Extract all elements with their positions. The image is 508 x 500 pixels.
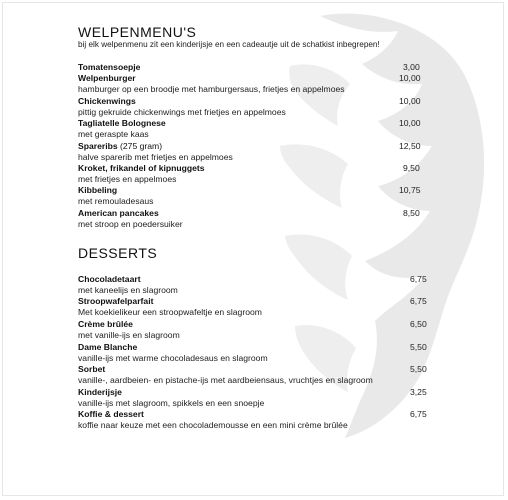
item-price: 6,75 — [410, 296, 427, 306]
item-name: Kroket, frikandel of kipnuggets — [78, 163, 205, 173]
item-price: 10,00 — [399, 73, 421, 83]
item-description: koffie naar keuze met een chocolademousse en een mini crème brûlée — [78, 420, 348, 430]
item-description: Met koekielikeur een stroopwafeltje en slagroom — [78, 307, 262, 317]
item-name: Tomatensoepje — [78, 62, 141, 72]
menu-item — [78, 319, 428, 341]
menu-item — [78, 364, 428, 386]
item-description: met frietjes en appelmoes — [78, 174, 177, 184]
item-price: 9,50 — [403, 163, 420, 173]
item-description: met remouladesaus — [78, 196, 154, 206]
item-name: Kibbeling — [78, 185, 118, 195]
menu-item — [78, 409, 428, 431]
item-price: 3,00 — [403, 62, 420, 72]
item-price: 6,50 — [410, 319, 427, 329]
item-price: 10,75 — [399, 185, 421, 195]
menu-item — [78, 73, 428, 95]
item-name: Sorbet — [78, 364, 106, 374]
item-price: 12,50 — [399, 141, 421, 151]
item-description: met kaneelijs en slagroom — [78, 285, 178, 295]
item-price: 5,50 — [410, 342, 427, 352]
menu-item — [78, 274, 428, 296]
item-name — [78, 141, 428, 152]
item-description: met geraspte kaas — [78, 129, 149, 139]
item-price: 10,00 — [399, 118, 421, 128]
menu-item — [78, 141, 428, 163]
menu-item — [78, 387, 428, 409]
item-name: Kinderijsje — [78, 387, 122, 397]
item-description: hamburger op een broodje met hamburgersaus, frietjes en appelmoes — [78, 84, 345, 94]
item-price: 5,50 — [410, 364, 427, 374]
item-name: Chickenwings — [78, 96, 136, 106]
menu-item — [78, 208, 428, 230]
menu-item — [78, 185, 428, 207]
item-name: Welpenburger — [78, 73, 136, 83]
item-name: Dame Blanche — [78, 342, 138, 352]
menu-item — [78, 118, 428, 140]
item-name: Crème brûlée — [78, 319, 133, 329]
menu-item — [78, 62, 428, 73]
item-description: vanille-ijs met slagroom, spikkels en een snoepje — [78, 398, 265, 408]
item-name: Koffie & dessert — [78, 409, 144, 419]
item-name-main: Spareribs — [78, 141, 118, 151]
item-price: 6,75 — [410, 274, 427, 284]
menu-item — [78, 163, 428, 185]
item-description: vanille-ijs met warme chocoladesaus en slagroom — [78, 353, 268, 363]
item-price: 6,75 — [410, 409, 427, 419]
item-description: pittig gekruide chickenwings met frietjes en appelmoes — [78, 107, 286, 117]
item-description: vanille-, aardbeien- en pistache-ijs met aardbeiensaus, vruchtjes en slagroom — [78, 375, 373, 385]
item-description: halve sparerib met frietjes en appelmoes — [78, 152, 233, 162]
item-name-weight: (275 gram) — [117, 141, 163, 151]
desserts-title: DESSERTS — [78, 245, 158, 261]
item-name: American pancakes — [78, 208, 159, 218]
item-name: Tagliatelle Bolognese — [78, 118, 166, 128]
item-price: 8,50 — [403, 208, 420, 218]
welpenmenu-title: WELPENMENU'S — [78, 24, 197, 40]
item-description: met stroop en poedersuiker — [78, 219, 183, 229]
item-name: Chocoladetaart — [78, 274, 141, 284]
item-price: 10,00 — [399, 96, 421, 106]
welpenmenu-tagline: bij elk welpenmenu zit een kinderijsje en een cadeautje uit de schatkist inbegrepen! — [78, 40, 380, 49]
item-name: Stroopwafelparfait — [78, 296, 154, 306]
item-price: 3,25 — [410, 387, 427, 397]
menu-item — [78, 342, 428, 364]
menu-item — [78, 296, 428, 318]
item-description: met vanille-ijs en slagroom — [78, 330, 180, 340]
menu-item — [78, 96, 428, 118]
